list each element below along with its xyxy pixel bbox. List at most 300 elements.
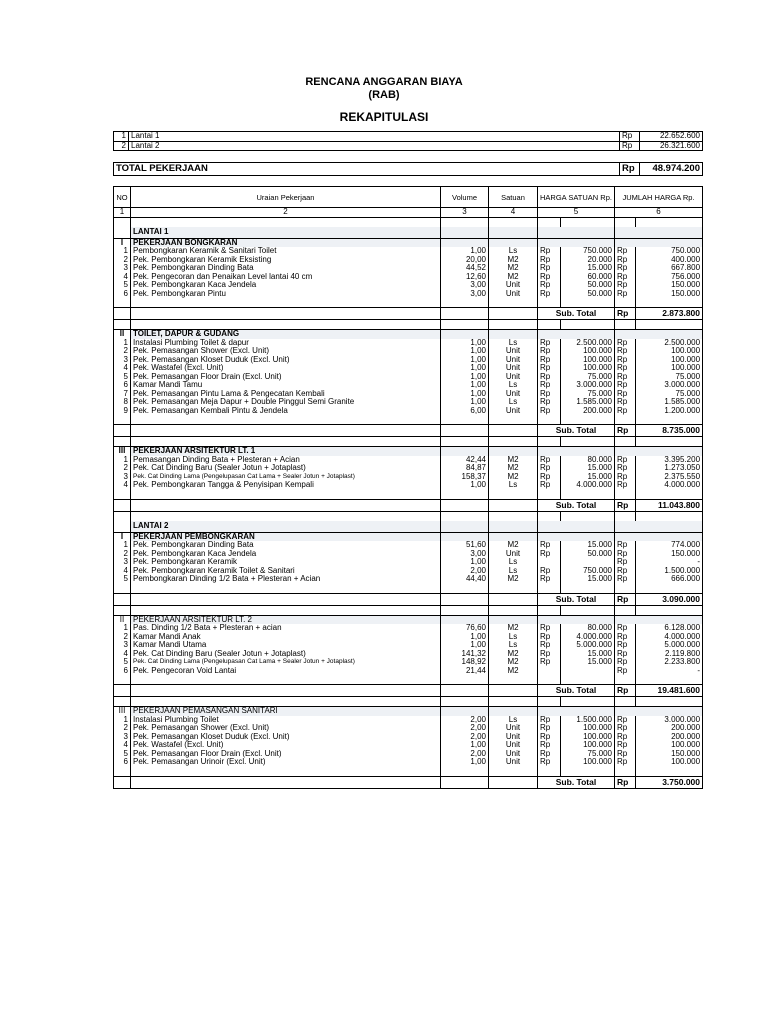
empty-cell: [131, 605, 441, 615]
empty-cell: [561, 490, 615, 500]
total-currency: Rp: [615, 273, 636, 282]
total-currency: Rp: [615, 464, 636, 473]
total-currency: Rp: [615, 247, 636, 256]
item-volume: 1,00: [441, 741, 489, 750]
price-currency: Rp: [538, 381, 561, 390]
price-currency: Rp: [538, 567, 561, 576]
empty-cell: [114, 767, 131, 777]
table-row: [114, 541, 703, 550]
empty-cell: [441, 425, 489, 437]
col-number: 4: [489, 208, 538, 218]
empty-cell: [615, 675, 636, 685]
item-description: Kamar Mandi Tamu: [131, 381, 441, 390]
item-volume: 3,00: [441, 290, 489, 299]
total-currency: Rp: [615, 716, 636, 725]
item-volume: 3,00: [441, 281, 489, 290]
recap-amount: 22.652.600: [640, 132, 703, 142]
item-description: Pek. Pembongkaran Tangga & Penyisipan Kempali: [131, 481, 441, 490]
unit-price: 750.000: [561, 247, 615, 256]
table-row: [114, 347, 703, 356]
item-volume: 1,00: [441, 356, 489, 365]
empty-cell: [615, 584, 636, 594]
item-unit: Ls: [489, 716, 538, 725]
total-price: 667.800: [636, 264, 703, 273]
subtotal-row: [114, 776, 703, 788]
empty-cell: [489, 238, 538, 247]
item-volume: 1,00: [441, 247, 489, 256]
total-price: 100.000: [636, 741, 703, 750]
unit-price: 15.000: [561, 473, 615, 482]
price-currency: Rp: [538, 281, 561, 290]
total-currency: Rp: [615, 381, 636, 390]
col-desc-header: Uraian Pekerjaan: [131, 187, 441, 208]
total-price: 666.000: [636, 575, 703, 584]
item-description: Pas. Dinding 1/2 Bata + Plesteran + acian: [131, 624, 441, 633]
subtotal-amount: 3.090.000: [636, 593, 703, 605]
empty-cell: [441, 308, 489, 320]
empty-cell: [538, 584, 561, 594]
item-volume: 1,00: [441, 558, 489, 567]
total-currency: Rp: [615, 633, 636, 642]
table-row: [114, 464, 703, 473]
total-price: 1.500.000: [636, 567, 703, 576]
subtotal-row: [114, 308, 703, 320]
item-volume: 2,00: [441, 716, 489, 725]
price-currency: Rp: [538, 724, 561, 733]
empty-cell: [615, 415, 636, 425]
item-description: Pek. Pembongkaran Dinding Bata: [131, 541, 441, 550]
empty-cell: [441, 447, 489, 456]
item-volume: 1,00: [441, 339, 489, 348]
empty-cell: [489, 697, 538, 707]
price-currency: Rp: [538, 550, 561, 559]
item-description: Pek. Cat Dinding Baru (Sealer Jotun + Jotaplast): [131, 650, 441, 659]
empty-cell: [615, 238, 703, 247]
total-currency: Rp: [615, 575, 636, 584]
item-unit: Unit: [489, 750, 538, 759]
empty-cell: [441, 605, 489, 615]
col-volume-header: Volume: [441, 187, 489, 208]
spacer-row: [114, 584, 703, 594]
unit-price: 200.000: [561, 407, 615, 416]
price-currency: Rp: [538, 456, 561, 465]
price-currency: Rp: [538, 633, 561, 642]
empty-cell: [561, 675, 615, 685]
spacer-row: [114, 675, 703, 685]
item-unit: Unit: [489, 373, 538, 382]
price-currency: Rp: [538, 364, 561, 373]
table-row: [114, 724, 703, 733]
total-price: 150.000: [636, 750, 703, 759]
price-currency: Rp: [538, 256, 561, 265]
section-number: I: [114, 532, 131, 541]
empty-cell: [114, 298, 131, 308]
unit-price: [561, 667, 615, 676]
total-price: 774.000: [636, 541, 703, 550]
total-currency: Rp: [615, 281, 636, 290]
unit-price: 50.000: [561, 281, 615, 290]
empty-cell: [131, 490, 441, 500]
document-title: RENCANA ANGGARAN BIAYA: [305, 76, 463, 88]
table-row: [114, 456, 703, 465]
subtotal-currency: Rp: [615, 425, 636, 437]
total-price: -: [636, 667, 703, 676]
table-row: [114, 633, 703, 642]
total-price: 2.375.550: [636, 473, 703, 482]
empty-cell: [538, 415, 561, 425]
unit-price: 4.000.000: [561, 481, 615, 490]
item-unit: Unit: [489, 390, 538, 399]
subtotal-amount: 2.873.800: [636, 308, 703, 320]
spacer-row: [114, 320, 703, 330]
empty-cell: [114, 320, 131, 330]
subtotal-amount: 11.043.800: [636, 499, 703, 511]
item-description: Pek. Cat Dinding Lama (Pengelupasan Cat Lama + Sealer Jotun + Jotaplast): [131, 473, 441, 482]
empty-cell: [538, 320, 561, 330]
item-description: Pek. Pengecoran dan Penaikan Level lantai 40 cm: [131, 273, 441, 282]
item-volume: 148,92: [441, 658, 489, 667]
table-row: [114, 390, 703, 399]
subtotal-label: Sub. Total: [538, 308, 615, 320]
empty-cell: [538, 238, 615, 247]
total-currency: Rp: [615, 541, 636, 550]
item-unit: Ls: [489, 398, 538, 407]
unit-price: 15.000: [561, 264, 615, 273]
section-title: PEKERJAAN BONGKARAN: [131, 238, 441, 247]
recap-table: [113, 131, 703, 151]
item-number: 1: [114, 716, 131, 725]
empty-cell: [615, 330, 703, 339]
unit-price: 50.000: [561, 550, 615, 559]
total-currency: Rp: [615, 667, 636, 676]
empty-cell: [636, 490, 703, 500]
table-row: [114, 733, 703, 742]
empty-cell: [114, 776, 131, 788]
item-unit: Ls: [489, 641, 538, 650]
empty-cell: [489, 308, 538, 320]
item-description: Pek. Pembongkaran Pintu: [131, 290, 441, 299]
section-number: I: [114, 238, 131, 247]
item-volume: 2,00: [441, 567, 489, 576]
empty-cell: [538, 490, 561, 500]
empty-cell: [615, 298, 636, 308]
total-currency: Rp: [615, 264, 636, 273]
empty-cell: [441, 776, 489, 788]
item-unit: Unit: [489, 724, 538, 733]
empty-cell: [489, 415, 538, 425]
empty-cell: [441, 415, 489, 425]
empty-cell: [615, 447, 703, 456]
item-description: Pek. Pemasangan Shower (Excl. Unit): [131, 724, 441, 733]
item-unit: Ls: [489, 481, 538, 490]
empty-cell: [615, 320, 636, 330]
price-currency: [538, 667, 561, 676]
item-number: 2: [114, 256, 131, 265]
empty-cell: [441, 615, 489, 624]
empty-cell: [489, 767, 538, 777]
spacer-row: [114, 490, 703, 500]
item-unit: Unit: [489, 290, 538, 299]
item-unit: M2: [489, 456, 538, 465]
empty-cell: [114, 437, 131, 447]
empty-cell: [441, 227, 489, 239]
empty-cell: [131, 217, 441, 227]
empty-cell: [489, 707, 538, 716]
item-number: 3: [114, 356, 131, 365]
item-volume: 42,44: [441, 456, 489, 465]
item-number: 1: [114, 624, 131, 633]
empty-cell: [131, 511, 441, 521]
table-row: [114, 741, 703, 750]
subtotal-currency: Rp: [615, 685, 636, 697]
price-currency: Rp: [538, 575, 561, 584]
total-currency: Rp: [615, 356, 636, 365]
table-row: [114, 667, 703, 676]
spacer-row: [114, 217, 703, 227]
table-row: [114, 624, 703, 633]
section-row: [114, 615, 703, 624]
item-volume: 1,00: [441, 481, 489, 490]
total-currency: Rp: [615, 550, 636, 559]
empty-cell: [636, 767, 703, 777]
section-row: [114, 238, 703, 247]
section-row: [114, 447, 703, 456]
item-description: Pek. Pemasangan Kloset Duduk (Excl. Unit): [131, 356, 441, 365]
price-currency: Rp: [538, 464, 561, 473]
empty-cell: [114, 415, 131, 425]
empty-cell: [441, 298, 489, 308]
unit-price: 15.000: [561, 464, 615, 473]
item-description: Instalasi Plumbing Toilet: [131, 716, 441, 725]
empty-cell: [489, 511, 538, 521]
item-number: 6: [114, 667, 131, 676]
empty-cell: [489, 675, 538, 685]
section-row: [114, 707, 703, 716]
item-description: Pek. Pengecoran Void Lantai: [131, 667, 441, 676]
subtotal-label: Sub. Total: [538, 685, 615, 697]
item-unit: Unit: [489, 281, 538, 290]
table-row: [114, 407, 703, 416]
empty-cell: [538, 615, 615, 624]
table-row: [114, 273, 703, 282]
empty-cell: [561, 217, 615, 227]
item-unit: M2: [489, 575, 538, 584]
empty-cell: [441, 511, 489, 521]
empty-cell: [489, 776, 538, 788]
empty-cell: [489, 330, 538, 339]
item-unit: M2: [489, 650, 538, 659]
table-row: [114, 550, 703, 559]
empty-cell: [114, 697, 131, 707]
empty-cell: [441, 437, 489, 447]
item-description: Instalasi Plumbing Toilet & dapur: [131, 339, 441, 348]
subtotal-label: Sub. Total: [538, 425, 615, 437]
floor-label: LANTAI 2: [131, 521, 441, 533]
price-currency: Rp: [538, 641, 561, 650]
empty-cell: [131, 584, 441, 594]
price-currency: Rp: [538, 407, 561, 416]
item-description: Pek. Pembongkaran Keramik Eksisting: [131, 256, 441, 265]
price-currency: Rp: [538, 398, 561, 407]
empty-cell: [441, 521, 489, 533]
subtotal-label: Sub. Total: [538, 499, 615, 511]
empty-cell: [538, 330, 615, 339]
empty-cell: [114, 605, 131, 615]
unit-price: [561, 558, 615, 567]
total-price: 400.000: [636, 256, 703, 265]
item-volume: 3,00: [441, 550, 489, 559]
recap-label: Lantai 1: [129, 132, 620, 142]
total-price: 150.000: [636, 290, 703, 299]
empty-cell: [114, 227, 131, 239]
empty-cell: [489, 593, 538, 605]
total-currency: Rp: [615, 758, 636, 767]
item-description: Pembongkaran Keramik & Sanitari Toilet: [131, 247, 441, 256]
price-currency: Rp: [538, 758, 561, 767]
item-unit: M2: [489, 473, 538, 482]
empty-cell: [441, 330, 489, 339]
item-volume: 76,60: [441, 624, 489, 633]
item-volume: 51,60: [441, 541, 489, 550]
floor-row: [114, 227, 703, 239]
empty-cell: [441, 767, 489, 777]
unit-price: 3.000.000: [561, 381, 615, 390]
item-description: Pek. Pembongkaran Dinding Bata: [131, 264, 441, 273]
table-header: [114, 187, 703, 208]
item-description: Pek. Cat Dinding Lama (Pengelupasan Cat Lama + Sealer Jotun + Jotaplast): [131, 658, 441, 667]
item-number: 8: [114, 398, 131, 407]
item-unit: Unit: [489, 733, 538, 742]
spacer-row: [114, 437, 703, 447]
empty-cell: [131, 593, 441, 605]
total-currency: Rp: [615, 733, 636, 742]
item-description: Kamar Mandi Anak: [131, 633, 441, 642]
total-price: 3.000.000: [636, 381, 703, 390]
empty-cell: [538, 675, 561, 685]
item-volume: 1,00: [441, 758, 489, 767]
empty-cell: [489, 490, 538, 500]
item-description: Pek. Pembongkaran Keramik: [131, 558, 441, 567]
unit-price: 100.000: [561, 724, 615, 733]
unit-price: 75.000: [561, 390, 615, 399]
item-number: 3: [114, 733, 131, 742]
item-volume: 20,00: [441, 256, 489, 265]
item-unit: Unit: [489, 356, 538, 365]
empty-cell: [489, 298, 538, 308]
col-total-header: JUMLAH HARGA Rp.: [615, 187, 703, 208]
empty-cell: [615, 227, 703, 239]
unit-price: 100.000: [561, 733, 615, 742]
total-currency: Rp: [615, 650, 636, 659]
item-description: Pek. Pemasangan Kembali Pintu & Jendela: [131, 407, 441, 416]
price-currency: Rp: [538, 650, 561, 659]
empty-cell: [561, 584, 615, 594]
table-row: [114, 558, 703, 567]
item-volume: 12,60: [441, 273, 489, 282]
unit-price: 5.000.000: [561, 641, 615, 650]
item-unit: M2: [489, 541, 538, 550]
table-row: [114, 716, 703, 725]
total-currency: Rp: [615, 347, 636, 356]
total-price: 2.500.000: [636, 339, 703, 348]
empty-cell: [538, 707, 615, 716]
recap-row: [114, 132, 703, 142]
empty-cell: [441, 532, 489, 541]
item-unit: M2: [489, 624, 538, 633]
item-number: 2: [114, 724, 131, 733]
item-number: 6: [114, 758, 131, 767]
price-currency: Rp: [538, 541, 561, 550]
empty-cell: [615, 767, 636, 777]
total-price: 200.000: [636, 724, 703, 733]
item-volume: 2,00: [441, 750, 489, 759]
table-row: [114, 373, 703, 382]
table-row: [114, 364, 703, 373]
table-row: [114, 641, 703, 650]
item-volume: 1,00: [441, 373, 489, 382]
unit-price: 75.000: [561, 750, 615, 759]
item-volume: 84,87: [441, 464, 489, 473]
price-currency: Rp: [538, 624, 561, 633]
col-number: 1: [114, 208, 131, 218]
item-description: Pembongkaran Dinding 1/2 Bata + Plesteran + Acian: [131, 575, 441, 584]
price-currency: Rp: [538, 741, 561, 750]
table-row: [114, 481, 703, 490]
empty-cell: [114, 308, 131, 320]
price-currency: Rp: [538, 373, 561, 382]
table-row: [114, 650, 703, 659]
item-number: 5: [114, 281, 131, 290]
table-row: [114, 473, 703, 482]
total-price: 150.000: [636, 550, 703, 559]
recap-amount: 26.321.600: [640, 141, 703, 151]
item-number: 4: [114, 567, 131, 576]
unit-price: 100.000: [561, 758, 615, 767]
total-price: 2.119.800: [636, 650, 703, 659]
section-row: [114, 330, 703, 339]
total-price: 6.128.000: [636, 624, 703, 633]
table-row: [114, 281, 703, 290]
recap-no: 1: [114, 132, 129, 142]
subtotal-row: [114, 685, 703, 697]
price-currency: [538, 558, 561, 567]
subtotal-row: [114, 425, 703, 437]
price-currency: Rp: [538, 273, 561, 282]
item-description: Pek. Pemasangan Floor Drain (Excl. Unit): [131, 373, 441, 382]
item-unit: M2: [489, 273, 538, 282]
total-price: 4.000.000: [636, 481, 703, 490]
subtotal-currency: Rp: [615, 776, 636, 788]
empty-cell: [615, 490, 636, 500]
total-price: 100.000: [636, 364, 703, 373]
unit-price: 80.000: [561, 456, 615, 465]
col-no-header: NO: [114, 187, 131, 208]
empty-cell: [636, 697, 703, 707]
empty-cell: [131, 437, 441, 447]
item-unit: M2: [489, 658, 538, 667]
item-description: Pek. Pemasangan Floor Drain (Excl. Unit): [131, 750, 441, 759]
floor-row: [114, 521, 703, 533]
recap-currency: Rp: [620, 141, 640, 151]
empty-cell: [489, 584, 538, 594]
total-price: 1.200.000: [636, 407, 703, 416]
item-number: 5: [114, 658, 131, 667]
item-volume: 141,32: [441, 650, 489, 659]
item-unit: Ls: [489, 339, 538, 348]
col-number: 5: [538, 208, 615, 218]
item-volume: 1,00: [441, 347, 489, 356]
empty-cell: [489, 447, 538, 456]
